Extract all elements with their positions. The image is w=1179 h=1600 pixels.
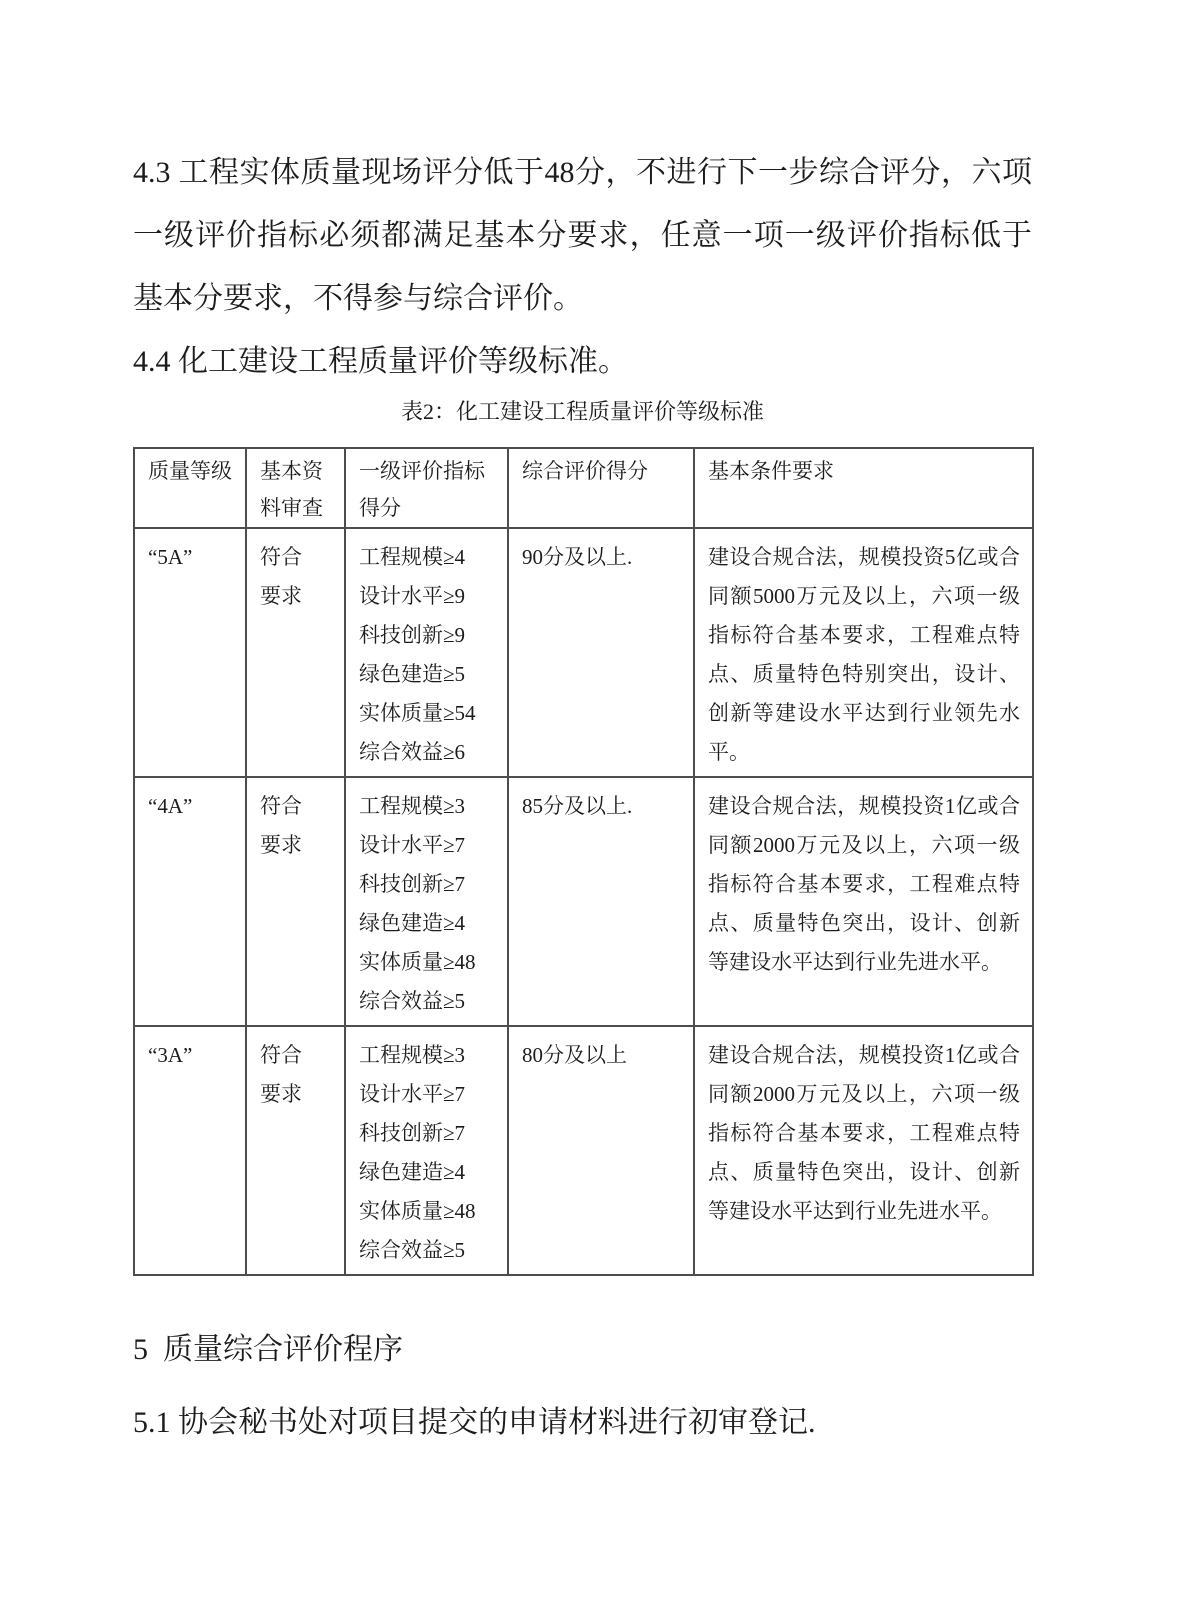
quality-grade-table	[133, 447, 1034, 1276]
cell-review	[246, 528, 345, 777]
indicator-line: 实体质量≥54	[359, 701, 476, 725]
score-value: 80分及以上	[522, 1043, 627, 1067]
indicator-line: 综合效益≥5	[359, 1238, 466, 1262]
table-caption: 表2：化工建设工程质量评价等级标准	[400, 399, 764, 424]
cell-review	[246, 1026, 345, 1275]
grade-value: “3A”	[148, 1043, 193, 1067]
indicator-line: 绿色建造≥5	[359, 662, 466, 686]
paragraph-4-4: 4.4 化工建设工程质量评价等级标准。	[133, 345, 628, 378]
indicator-line: 科技创新≥9	[359, 623, 466, 647]
indicator-line: 设计水平≥7	[359, 833, 466, 857]
document-content	[133, 0, 1032, 1454]
cell-indicators	[345, 528, 508, 777]
cell-requirements	[694, 777, 1033, 1026]
paragraph-4-3: 4.3 工程实体质量现场评分低于48分，不进行下一步综合评分，六项一级评价指标必须都满足基本分要求，任意一项一级评价指标低于基本分要求，不得参与综合评价。	[133, 156, 1032, 315]
cell-score	[508, 528, 694, 777]
cell-score	[508, 1026, 694, 1275]
indicator-line: 实体质量≥48	[359, 1199, 476, 1223]
indicator-line: 工程规模≥3	[359, 794, 466, 818]
section-5-heading: 5 质量综合评价程序	[133, 1333, 403, 1366]
table-header-row	[134, 448, 1033, 528]
header-cell-score: 综合评价得分	[508, 448, 694, 528]
score-value: 90分及以上.	[522, 545, 633, 569]
score-value: 85分及以上.	[522, 794, 633, 818]
grade-value: “4A”	[148, 794, 193, 818]
indicator-line: 实体质量≥48	[359, 950, 476, 974]
indicator-line: 绿色建造≥4	[359, 911, 466, 935]
indicator-line: 设计水平≥7	[359, 1082, 466, 1106]
indicator-line: 综合效益≥5	[359, 989, 466, 1013]
cell-grade	[134, 528, 246, 777]
cell-score	[508, 777, 694, 1026]
indicator-line: 设计水平≥9	[359, 584, 466, 608]
indicator-line: 绿色建造≥4	[359, 1160, 466, 1184]
indicator-line: 科技创新≥7	[359, 872, 466, 896]
table-row-5a	[134, 528, 1033, 777]
indicator-line: 综合效益≥6	[359, 740, 466, 764]
cell-review	[246, 777, 345, 1026]
paragraph-5-1: 5.1 协会秘书处对项目提交的申请材料进行初审登记.	[133, 1406, 816, 1439]
cell-requirements	[694, 528, 1033, 777]
cell-indicators	[345, 777, 508, 1026]
grade-value: “5A”	[148, 545, 193, 569]
review-value: 符合要求	[260, 545, 302, 608]
review-value: 符合要求	[260, 794, 302, 857]
cell-indicators	[345, 1026, 508, 1275]
cell-grade	[134, 1026, 246, 1275]
indicator-line: 科技创新≥7	[359, 1121, 466, 1145]
header-cell-grade: 质量等级	[134, 448, 246, 528]
review-value: 符合要求	[260, 1043, 302, 1106]
indicator-line: 工程规模≥3	[359, 1043, 466, 1067]
header-cell-review: 基本资料审查	[246, 448, 345, 528]
requirements-text: 建设合规合法，规模投资5亿或合同额5000万元及以上，六项一级指标符合基本要求，工程难点特点、质量特色特别突出，设计、创新等建设水平达到行业领先水平。	[708, 545, 1020, 764]
cell-grade	[134, 777, 246, 1026]
requirements-text: 建设合规合法，规模投资1亿或合同额2000万元及以上，六项一级指标符合基本要求，工程难点特点、质量特色突出，设计、创新等建设水平达到行业先进水平。	[708, 794, 1020, 974]
indicator-line: 工程规模≥4	[359, 545, 466, 569]
table-row-3a	[134, 1026, 1033, 1275]
requirements-text: 建设合规合法，规模投资1亿或合同额2000万元及以上，六项一级指标符合基本要求，工程难点特点、质量特色突出，设计、创新等建设水平达到行业先进水平。	[708, 1043, 1020, 1223]
cell-requirements	[694, 1026, 1033, 1275]
header-cell-indicators: 一级评价指标得分	[345, 448, 508, 528]
header-cell-requirements: 基本条件要求	[694, 448, 1033, 528]
table-row-4a	[134, 777, 1033, 1026]
